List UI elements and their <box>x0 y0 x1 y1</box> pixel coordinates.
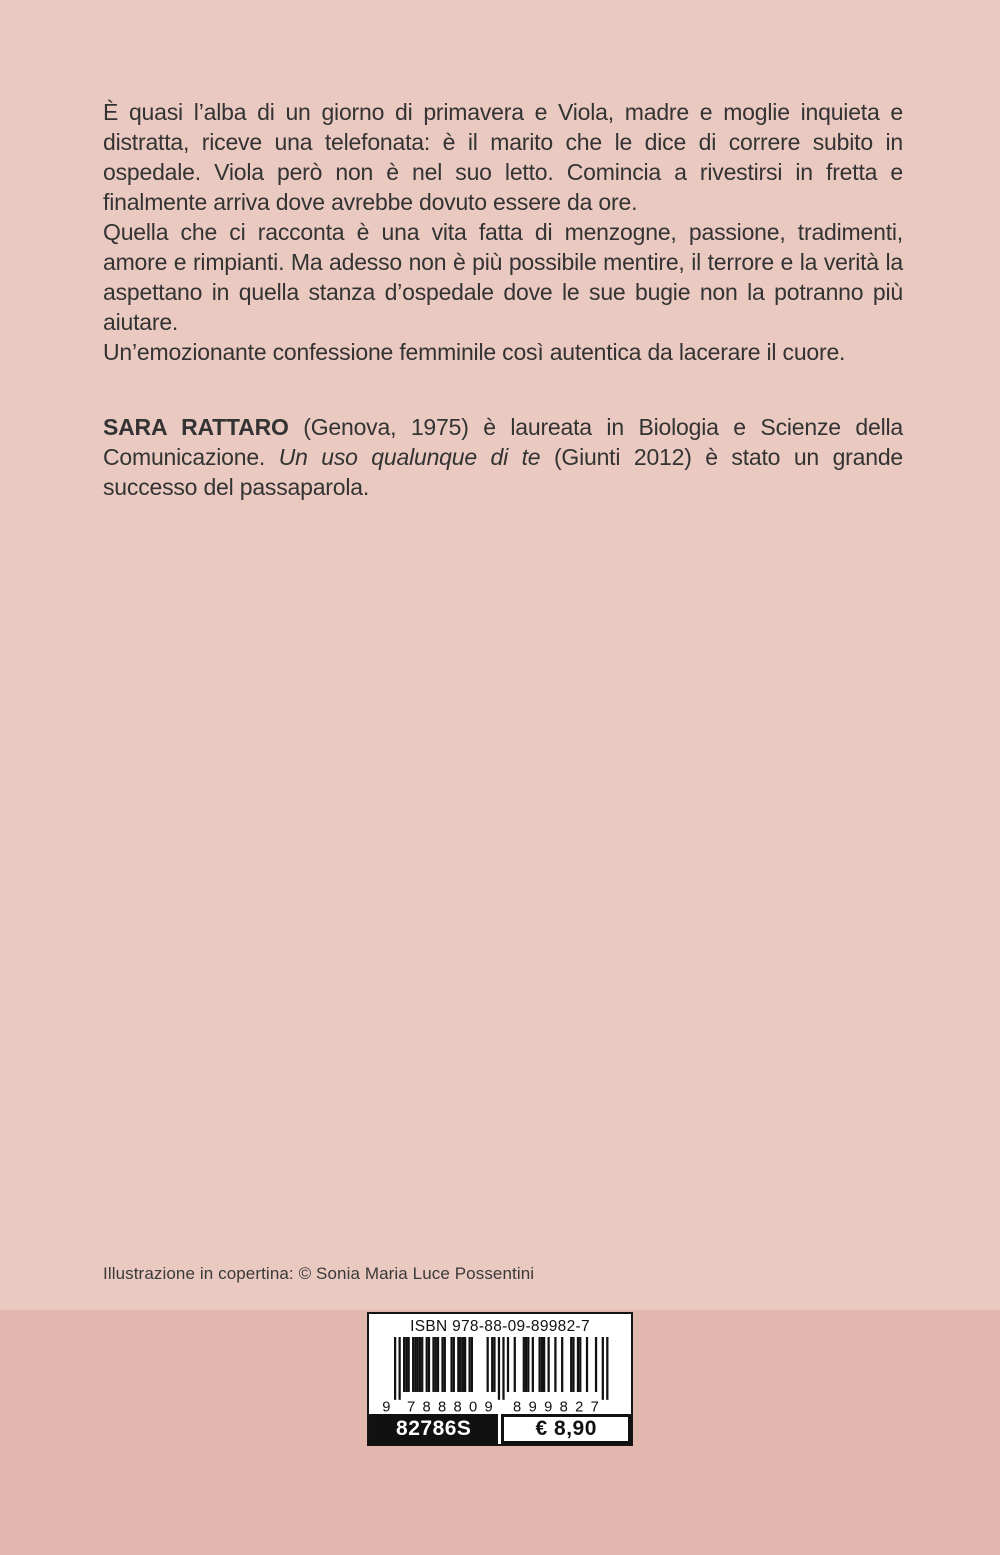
cover-credit: Illustrazione in copertina: © Sonia Maria Luce Possentini <box>103 1264 535 1283</box>
barcode-panel <box>367 1312 633 1446</box>
blurb-paragraph: Quella che ci racconta è una vita fatta di menzogne, passione, tradimenti, amore e rimpianti. Ma adesso non è più possibile mentire, il terrore e la verità la aspettano in quella stanza d’ospedale dove le sue bugie non la potranno più aiutare. <box>103 219 903 335</box>
bio-segment: SARA RATTARO <box>103 414 289 440</box>
bio-segment: Un uso qualunque di te <box>278 444 541 470</box>
edition-code: 82786S <box>369 1414 498 1444</box>
price-label: € 8,90 <box>501 1414 631 1444</box>
bio-segment: (Genova, 1975) è laureata in Biologia e Scienze della Comunicazione. <box>103 414 904 470</box>
barcode-digit-first: 9 <box>382 1399 391 1414</box>
price-row <box>369 1414 631 1444</box>
blurb-paragraph: È quasi l’alba di un giorno di primavera e Viola, madre e moglie inquieta e distratta, riceve una telefonata: è il marito che le dice di correre subito in ospedale. Viola però non è nel suo letto. Comincia a rivestirsi in fretta e finalmente arriva dove avrebbe dovuto essere da ore. <box>103 99 903 215</box>
ean-barcode <box>380 1337 620 1414</box>
back-cover-blurb <box>103 97 903 367</box>
bio-segment: (Giunti 2012) è stato un grande successo del passaparola. <box>103 444 903 500</box>
barcode-digits-right: 899827 <box>513 1399 599 1414</box>
isbn-label: ISBN 978-88-09-89982-7 <box>410 1318 590 1335</box>
bottom-strip <box>0 1310 1000 1555</box>
blurb-paragraph: Un’emozionante confessione femminile così autentica da lacerare il cuore. <box>103 339 846 365</box>
author-bio <box>103 412 903 502</box>
barcode-digits-left: 788809 <box>406 1399 493 1414</box>
